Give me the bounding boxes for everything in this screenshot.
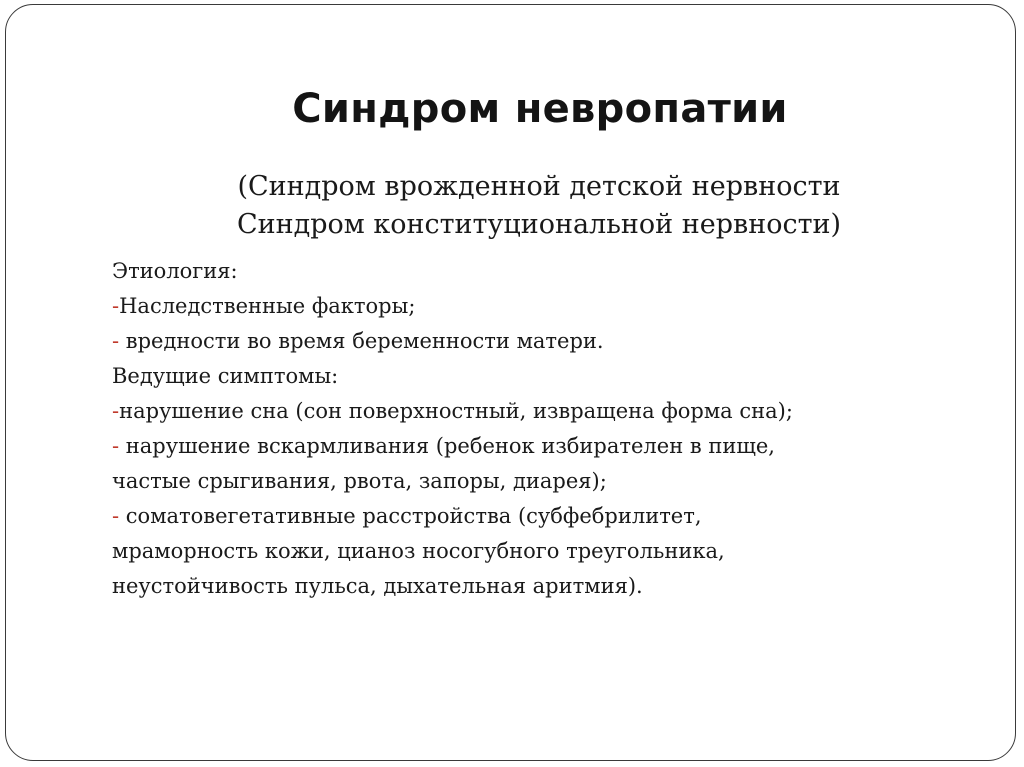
symptom-item-3-continuation-1: мраморность кожи, цианоз носогубного треугольника, — [112, 539, 725, 563]
etiology-item-1-text: Наследственные факторы; — [119, 294, 416, 318]
etiology-item-1 — [112, 289, 972, 324]
symptom-item-1-text: нарушение сна (сон поверхностный, извращена форма сна); — [119, 399, 793, 423]
etiology-item-2-text: вредности во время беременности матери. — [119, 329, 604, 353]
slide-title: Синдром невропатии — [292, 86, 788, 132]
etiology-heading: Этиология: — [112, 259, 238, 283]
etiology-item-2 — [112, 324, 972, 359]
symptom-item-3-text: соматовегетативные расстройства (субфебрилитет, — [119, 504, 702, 528]
slide-subtitle — [0, 168, 1024, 244]
symptoms-heading: Ведущие симптомы: — [112, 364, 339, 388]
dash-marker: - — [112, 329, 120, 353]
symptom-item-3 — [112, 499, 972, 534]
subtitle-line-1: (Синдром врожденной детской нервности — [237, 171, 841, 202]
symptom-item-1 — [112, 394, 972, 429]
symptom-item-3-continuation-2: неустойчивость пульса, дыхательная аритмия). — [112, 574, 643, 598]
dash-marker: - — [112, 504, 120, 528]
slide-body — [112, 254, 972, 604]
symptom-item-2 — [112, 429, 972, 464]
subtitle-line-2: Синдром конституциональной нервности) — [236, 209, 842, 240]
symptom-item-2-continuation: частые срыгивания, рвота, запоры, диарея); — [112, 469, 607, 493]
dash-marker: - — [112, 399, 120, 423]
dash-marker: - — [112, 294, 120, 318]
dash-marker: - — [112, 434, 120, 458]
symptom-item-2-text: нарушение вскармливания (ребенок избирателен в пище, — [119, 434, 775, 458]
